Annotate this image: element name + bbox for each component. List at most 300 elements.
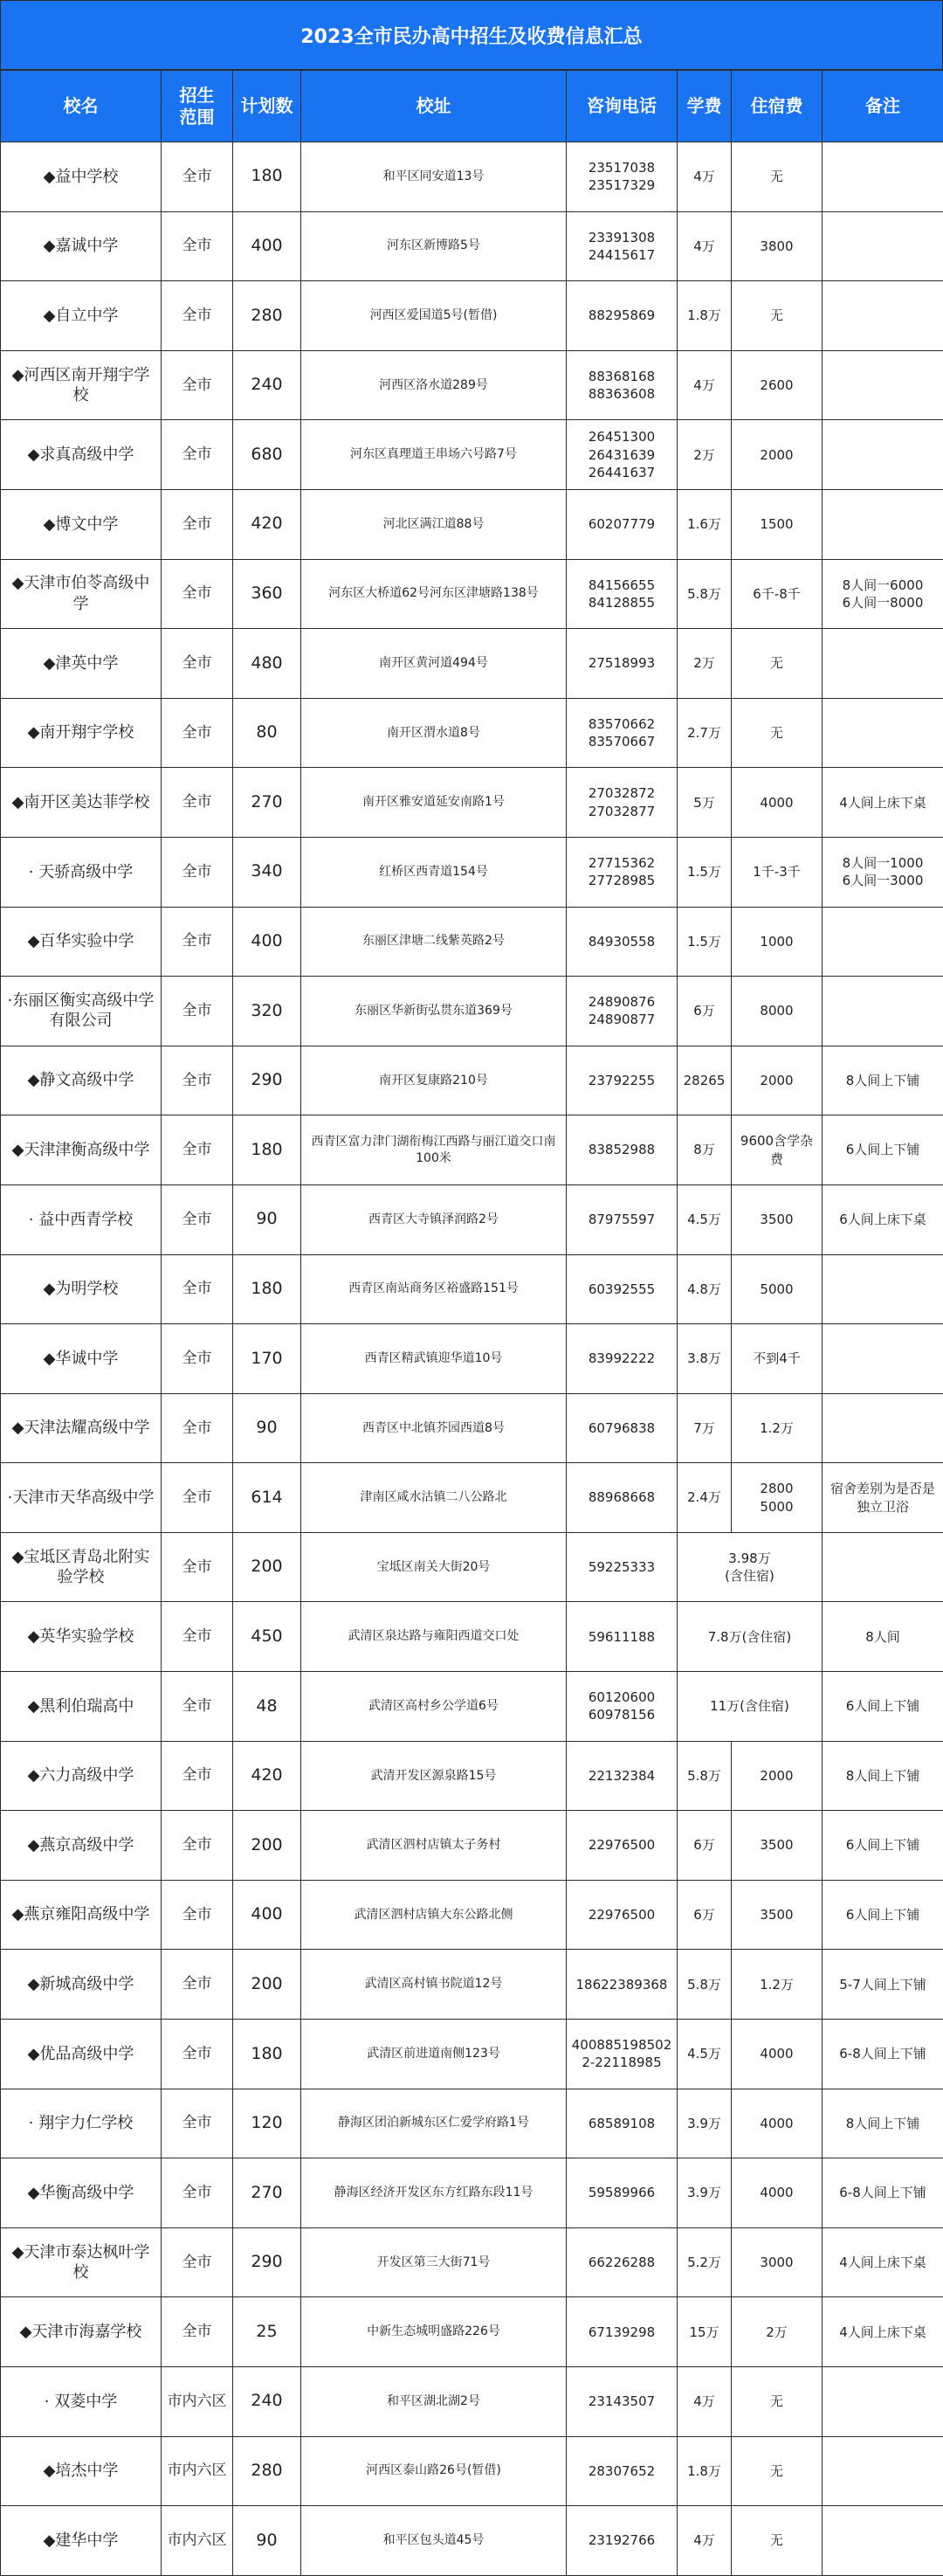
school-name-cell: ·天津市天华高级中学 [1, 1463, 162, 1533]
phone-cell: 23391308 24415617 [567, 211, 678, 281]
dorm-fee-cell: 3500 [732, 1184, 823, 1254]
table-row [1, 1950, 943, 2020]
plan-count-cell: 240 [233, 350, 301, 420]
dorm-fee-cell: 2000 [732, 1046, 823, 1115]
scope-cell: 市内六区 [162, 2506, 233, 2576]
plan-count-cell: 270 [233, 2158, 301, 2228]
scope-cell: 全市 [162, 489, 233, 559]
tuition-cell: 5.2万 [678, 2227, 732, 2297]
table-row [1, 837, 943, 907]
phone-cell: 60392555 [567, 1254, 678, 1324]
table-row [1, 142, 943, 212]
scope-cell: 全市 [162, 629, 233, 699]
note-cell [823, 2436, 943, 2506]
phone-cell: 83992222 [567, 1324, 678, 1394]
plan-count-cell: 180 [233, 1115, 301, 1185]
plan-count-cell: 270 [233, 768, 301, 838]
dorm-fee-cell: 5000 [732, 1254, 823, 1324]
scope-cell: 全市 [162, 2227, 233, 2297]
phone-cell: 83570662 83570667 [567, 698, 678, 768]
phone-cell: 88295869 [567, 281, 678, 351]
scope-cell: 全市 [162, 142, 233, 212]
scope-cell: 全市 [162, 2297, 233, 2367]
address-cell: 西青区大寺镇泽润路2号 [301, 1184, 567, 1254]
address-cell: 和平区同安道13号 [301, 142, 567, 212]
address-cell: 河东区真理道王串场六号路7号 [301, 420, 567, 490]
scope-cell: 全市 [162, 698, 233, 768]
dorm-fee-cell: 不到4千 [732, 1324, 823, 1394]
table-row [1, 281, 943, 351]
address-cell: 东丽区华新街弘贯东道369号 [301, 977, 567, 1046]
plan-count-cell: 25 [233, 2297, 301, 2367]
scope-cell: 全市 [162, 837, 233, 907]
dorm-fee-cell: 3500 [732, 1811, 823, 1881]
address-cell: 武清区泗村店镇太子务村 [301, 1811, 567, 1881]
dorm-fee-cell: 4000 [732, 2158, 823, 2228]
phone-cell: 60120600 60978156 [567, 1672, 678, 1742]
phone-cell: 83852988 [567, 1115, 678, 1185]
address-cell: 南开区复康路210号 [301, 1046, 567, 1115]
address-cell: 武清区泗村店镇大东公路北侧 [301, 1880, 567, 1950]
plan-count-cell: 450 [233, 1602, 301, 1672]
note-cell: 5-7人间上下铺 [823, 1950, 943, 2020]
scope-cell: 全市 [162, 768, 233, 838]
table-row [1, 1811, 943, 1881]
dorm-fee-cell: 无 [732, 281, 823, 351]
address-cell: 红桥区西青道154号 [301, 837, 567, 907]
school-name-cell: ◆英华实验学校 [1, 1602, 162, 1672]
phone-cell: 24890876 24890877 [567, 977, 678, 1046]
plan-count-cell: 200 [233, 1811, 301, 1881]
dorm-fee-cell: 无 [732, 142, 823, 212]
table-row [1, 489, 943, 559]
tuition-cell: 2.4万 [678, 1463, 732, 1533]
school-name-cell: ◆天津津衡高级中学 [1, 1115, 162, 1185]
plan-count-cell: 180 [233, 1254, 301, 1324]
enrollment-table [0, 70, 943, 2576]
header-note: 备注 [823, 71, 943, 142]
school-name-cell: ◆益中学校 [1, 142, 162, 212]
phone-cell: 84930558 [567, 907, 678, 977]
phone-cell: 27518993 [567, 629, 678, 699]
plan-count-cell: 290 [233, 1046, 301, 1115]
phone-cell: 23792255 [567, 1046, 678, 1115]
header-plan: 计划数 [233, 71, 301, 142]
dorm-fee-cell: 1千-3千 [732, 837, 823, 907]
note-cell: 6-8人间上下铺 [823, 2020, 943, 2089]
plan-count-cell: 200 [233, 1950, 301, 2020]
table-row [1, 698, 943, 768]
tuition-cell: 4万 [678, 142, 732, 212]
table-row [1, 2227, 943, 2297]
tuition-cell: 6万 [678, 1811, 732, 1881]
tuition-cell: 3.8万 [678, 1324, 732, 1394]
address-cell: 武清区高村镇书院道12号 [301, 1950, 567, 2020]
school-name-cell: ◆六力高级中学 [1, 1741, 162, 1811]
scope-cell: 全市 [162, 559, 233, 629]
address-cell: 武清区泉达路与雍阳西道交口处 [301, 1602, 567, 1672]
dorm-fee-cell: 4000 [732, 2089, 823, 2158]
school-name-cell: ◆天津法耀高级中学 [1, 1393, 162, 1463]
plan-count-cell: 180 [233, 142, 301, 212]
note-cell: 8人间一1000 6人间一3000 [823, 837, 943, 907]
tuition-cell: 4万 [678, 2367, 732, 2437]
dorm-fee-cell: 6千-8千 [732, 559, 823, 629]
scope-cell: 全市 [162, 1184, 233, 1254]
note-cell: 6人间上下铺 [823, 1880, 943, 1950]
school-name-cell: ◆华衡高级中学 [1, 2158, 162, 2228]
plan-count-cell: 400 [233, 1880, 301, 1950]
scope-cell: 全市 [162, 907, 233, 977]
address-cell: 东丽区津塘二线紫英路2号 [301, 907, 567, 977]
phone-cell: 59611188 [567, 1602, 678, 1672]
phone-cell: 84156655 84128855 [567, 559, 678, 629]
table-row [1, 559, 943, 629]
header-tuition: 学费 [678, 71, 732, 142]
tuition-cell: 6万 [678, 1880, 732, 1950]
phone-cell: 66226288 [567, 2227, 678, 2297]
tuition-cell: 3.9万 [678, 2158, 732, 2228]
dorm-fee-cell: 无 [732, 2506, 823, 2576]
note-cell [823, 1324, 943, 1394]
table-row [1, 2020, 943, 2089]
school-name-cell: · 天骄高级中学 [1, 837, 162, 907]
plan-count-cell: 240 [233, 2367, 301, 2437]
school-name-cell: · 翔宇力仁学校 [1, 2089, 162, 2158]
plan-count-cell: 90 [233, 2506, 301, 2576]
phone-cell: 59225333 [567, 1532, 678, 1602]
phone-cell: 60207779 [567, 489, 678, 559]
scope-cell: 全市 [162, 1046, 233, 1115]
fee-merged-cell: 7.8万(含住宿) [678, 1602, 823, 1672]
plan-count-cell: 400 [233, 211, 301, 281]
plan-count-cell: 320 [233, 977, 301, 1046]
address-cell: 南开区渭水道8号 [301, 698, 567, 768]
dorm-fee-cell: 3500 [732, 1880, 823, 1950]
table-row [1, 350, 943, 420]
note-cell [823, 420, 943, 490]
dorm-fee-cell: 2600 [732, 350, 823, 420]
note-cell: 8人间上下铺 [823, 1046, 943, 1115]
address-cell: 南开区雅安道延安南路1号 [301, 768, 567, 838]
scope-cell: 全市 [162, 1463, 233, 1533]
phone-cell: 60796838 [567, 1393, 678, 1463]
header-row [1, 71, 943, 142]
phone-cell: 87975597 [567, 1184, 678, 1254]
note-cell [823, 2506, 943, 2576]
dorm-fee-cell: 无 [732, 2367, 823, 2437]
tuition-cell: 4.5万 [678, 1184, 732, 1254]
address-cell: 和平区包头道45号 [301, 2506, 567, 2576]
tuition-cell: 4万 [678, 2506, 732, 2576]
note-cell [823, 629, 943, 699]
address-cell: 西青区精武镇迎华道10号 [301, 1324, 567, 1394]
tuition-cell: 2万 [678, 420, 732, 490]
dorm-fee-cell: 8000 [732, 977, 823, 1046]
table-row [1, 1672, 943, 1742]
address-cell: 西青区富力津门湖衔梅江西路与丽江道交口南100米 [301, 1115, 567, 1185]
dorm-fee-cell: 9600含学杂费 [732, 1115, 823, 1185]
plan-count-cell: 420 [233, 489, 301, 559]
plan-count-cell: 200 [233, 1532, 301, 1602]
dorm-fee-cell: 无 [732, 698, 823, 768]
school-name-cell: ◆静文高级中学 [1, 1046, 162, 1115]
address-cell: 静海区团泊新城东区仁爱学府路1号 [301, 2089, 567, 2158]
scope-cell: 全市 [162, 1950, 233, 2020]
scope-cell: 全市 [162, 1602, 233, 1672]
note-cell: 8人间 [823, 1602, 943, 1672]
table-row [1, 1463, 943, 1533]
address-cell: 西青区南站商务区裕盛路151号 [301, 1254, 567, 1324]
scope-cell: 全市 [162, 1741, 233, 1811]
note-cell [823, 1532, 943, 1602]
school-name-cell: ◆宝坻区青岛北附实验学校 [1, 1532, 162, 1602]
table-row [1, 1046, 943, 1115]
tuition-cell: 1.5万 [678, 837, 732, 907]
note-cell [823, 977, 943, 1046]
note-cell: 6-8人间上下铺 [823, 2158, 943, 2228]
school-name-cell: ◆华诚中学 [1, 1324, 162, 1394]
dorm-fee-cell: 1.2万 [732, 1950, 823, 2020]
note-cell [823, 350, 943, 420]
tuition-cell: 4.5万 [678, 2020, 732, 2089]
phone-cell: 18622389368 [567, 1950, 678, 2020]
table-row [1, 1532, 943, 1602]
tuition-cell: 8万 [678, 1115, 732, 1185]
header-name: 校名 [1, 71, 162, 142]
phone-cell: 27715362 27728985 [567, 837, 678, 907]
note-cell: 6人间上下铺 [823, 1811, 943, 1881]
scope-cell: 全市 [162, 2020, 233, 2089]
note-cell [823, 1393, 943, 1463]
dorm-fee-cell: 4000 [732, 2020, 823, 2089]
dorm-fee-cell: 2000 [732, 1741, 823, 1811]
school-name-cell: ◆津英中学 [1, 629, 162, 699]
tuition-cell: 6万 [678, 977, 732, 1046]
note-cell [823, 142, 943, 212]
phone-cell: 22976500 [567, 1880, 678, 1950]
plan-count-cell: 680 [233, 420, 301, 490]
table-row [1, 1393, 943, 1463]
address-cell: 河东区大桥道62号河东区津塘路138号 [301, 559, 567, 629]
address-cell: 开发区第三大街71号 [301, 2227, 567, 2297]
scope-cell: 全市 [162, 281, 233, 351]
phone-cell: 88968668 [567, 1463, 678, 1533]
table-row [1, 2089, 943, 2158]
tuition-cell: 1.8万 [678, 281, 732, 351]
plan-count-cell: 90 [233, 1184, 301, 1254]
tuition-cell: 1.6万 [678, 489, 732, 559]
note-cell [823, 1254, 943, 1324]
table-row [1, 1880, 943, 1950]
header-phone: 咨询电话 [567, 71, 678, 142]
dorm-fee-cell: 2000 [732, 420, 823, 490]
address-cell: 河西区洛水道289号 [301, 350, 567, 420]
plan-count-cell: 120 [233, 2089, 301, 2158]
tuition-cell: 7万 [678, 1393, 732, 1463]
plan-count-cell: 340 [233, 837, 301, 907]
table-row [1, 1602, 943, 1672]
tuition-cell: 1.5万 [678, 907, 732, 977]
note-cell: 8人间上下铺 [823, 1741, 943, 1811]
table-row [1, 977, 943, 1046]
phone-cell: 22132384 [567, 1741, 678, 1811]
table-row [1, 629, 943, 699]
note-cell: 宿舍差别为是否是独立卫浴 [823, 1463, 943, 1533]
plan-count-cell: 180 [233, 2020, 301, 2089]
school-name-cell: ◆优品高级中学 [1, 2020, 162, 2089]
tuition-cell: 4.8万 [678, 1254, 732, 1324]
school-name-cell: ◆嘉诚中学 [1, 211, 162, 281]
address-cell: 河西区泰山路26号(暂借) [301, 2436, 567, 2506]
table-row [1, 907, 943, 977]
address-cell: 中新生态城明盛路226号 [301, 2297, 567, 2367]
phone-cell: 68589108 [567, 2089, 678, 2158]
table-row [1, 768, 943, 838]
dorm-fee-cell: 3000 [732, 2227, 823, 2297]
address-cell: 武清开发区源泉路15号 [301, 1741, 567, 1811]
school-name-cell: ◆百华实验中学 [1, 907, 162, 977]
school-name-cell: ◆南开区美达菲学校 [1, 768, 162, 838]
tuition-cell: 5.8万 [678, 1741, 732, 1811]
header-address: 校址 [301, 71, 567, 142]
school-name-cell: · 双菱中学 [1, 2367, 162, 2437]
scope-cell: 全市 [162, 1254, 233, 1324]
phone-cell: 23143507 [567, 2367, 678, 2437]
tuition-cell: 3.9万 [678, 2089, 732, 2158]
dorm-fee-cell: 3800 [732, 211, 823, 281]
dorm-fee-cell: 2800 5000 [732, 1463, 823, 1533]
fee-merged-cell: 11万(含住宿) [678, 1672, 823, 1742]
plan-count-cell: 614 [233, 1463, 301, 1533]
note-cell: 6人间上下铺 [823, 1672, 943, 1742]
address-cell: 河西区爱国道5号(暂借) [301, 281, 567, 351]
plan-count-cell: 360 [233, 559, 301, 629]
tuition-cell: 28265 [678, 1046, 732, 1115]
school-name-cell: ◆燕京高级中学 [1, 1811, 162, 1881]
scope-cell: 全市 [162, 1811, 233, 1881]
address-cell: 西青区中北镇芥园西道8号 [301, 1393, 567, 1463]
note-cell [823, 489, 943, 559]
school-name-cell: ◆燕京雍阳高级中学 [1, 1880, 162, 1950]
scope-cell: 市内六区 [162, 2436, 233, 2506]
scope-cell: 全市 [162, 1532, 233, 1602]
note-cell: 6人间上下铺 [823, 1115, 943, 1185]
note-cell: 8人间上下铺 [823, 2089, 943, 2158]
dorm-fee-cell: 1500 [732, 489, 823, 559]
scope-cell: 全市 [162, 977, 233, 1046]
note-cell [823, 2367, 943, 2437]
tuition-cell: 4万 [678, 211, 732, 281]
table-row [1, 211, 943, 281]
table-row [1, 1115, 943, 1185]
tuition-cell: 15万 [678, 2297, 732, 2367]
address-cell: 静海区经济开发区东方红路东段11号 [301, 2158, 567, 2228]
address-cell: 河北区满江道88号 [301, 489, 567, 559]
plan-count-cell: 48 [233, 1672, 301, 1742]
plan-count-cell: 280 [233, 2436, 301, 2506]
scope-cell: 全市 [162, 1393, 233, 1463]
address-cell: 武清区高村乡公学道6号 [301, 1672, 567, 1742]
school-name-cell: · 益中西青学校 [1, 1184, 162, 1254]
scope-cell: 全市 [162, 1324, 233, 1394]
tuition-cell: 5万 [678, 768, 732, 838]
note-cell: 4人间上床下桌 [823, 2227, 943, 2297]
tuition-cell: 2.7万 [678, 698, 732, 768]
phone-cell: 67139298 [567, 2297, 678, 2367]
school-name-cell: ◆为明学校 [1, 1254, 162, 1324]
table-row [1, 2506, 943, 2576]
school-name-cell: ◆天津市伯苓高级中学 [1, 559, 162, 629]
note-cell: 4人间上床下桌 [823, 768, 943, 838]
table-row [1, 2367, 943, 2437]
phone-cell: 23517038 23517329 [567, 142, 678, 212]
plan-count-cell: 420 [233, 1741, 301, 1811]
dorm-fee-cell: 无 [732, 629, 823, 699]
scope-cell: 全市 [162, 2089, 233, 2158]
phone-cell: 59589966 [567, 2158, 678, 2228]
phone-cell: 22976500 [567, 1811, 678, 1881]
dorm-fee-cell: 1.2万 [732, 1393, 823, 1463]
plan-count-cell: 290 [233, 2227, 301, 2297]
table-row [1, 2297, 943, 2367]
plan-count-cell: 80 [233, 698, 301, 768]
scope-cell: 市内六区 [162, 2367, 233, 2437]
tuition-cell: 5.8万 [678, 1950, 732, 2020]
scope-cell: 全市 [162, 420, 233, 490]
plan-count-cell: 480 [233, 629, 301, 699]
table-row [1, 420, 943, 490]
header-scope: 招生 范围 [162, 71, 233, 142]
address-cell: 武清区前进道南侧123号 [301, 2020, 567, 2089]
table-row [1, 2436, 943, 2506]
note-cell: 4人间上床下桌 [823, 2297, 943, 2367]
school-name-cell: ◆自立中学 [1, 281, 162, 351]
table-row [1, 1184, 943, 1254]
school-name-cell: ◆黑利伯瑞高中 [1, 1672, 162, 1742]
dorm-fee-cell: 4000 [732, 768, 823, 838]
address-cell: 河东区新博路5号 [301, 211, 567, 281]
school-name-cell: ◆南开翔宇学校 [1, 698, 162, 768]
note-cell: 8人间一6000 6人间一8000 [823, 559, 943, 629]
note-cell: 6人间上床下桌 [823, 1184, 943, 1254]
phone-cell: 28307652 [567, 2436, 678, 2506]
table-row [1, 1741, 943, 1811]
note-cell [823, 907, 943, 977]
fee-merged-cell: 3.98万 (含住宿) [678, 1532, 823, 1602]
plan-count-cell: 90 [233, 1393, 301, 1463]
plan-count-cell: 400 [233, 907, 301, 977]
table-row [1, 1324, 943, 1394]
address-cell: 南开区黄河道494号 [301, 629, 567, 699]
school-name-cell: ◆建华中学 [1, 2506, 162, 2576]
dorm-fee-cell: 1000 [732, 907, 823, 977]
table-body [1, 142, 943, 2576]
scope-cell: 全市 [162, 211, 233, 281]
dorm-fee-cell: 2万 [732, 2297, 823, 2367]
plan-count-cell: 170 [233, 1324, 301, 1394]
note-cell [823, 698, 943, 768]
phone-cell: 23192766 [567, 2506, 678, 2576]
tuition-cell: 1.8万 [678, 2436, 732, 2506]
note-cell [823, 211, 943, 281]
school-name-cell: ◆博文中学 [1, 489, 162, 559]
plan-count-cell: 280 [233, 281, 301, 351]
phone-cell: 400885198502 2-22118985 [567, 2020, 678, 2089]
dorm-fee-cell: 无 [732, 2436, 823, 2506]
scope-cell: 全市 [162, 350, 233, 420]
school-name-cell: ◆河西区南开翔宇学校 [1, 350, 162, 420]
